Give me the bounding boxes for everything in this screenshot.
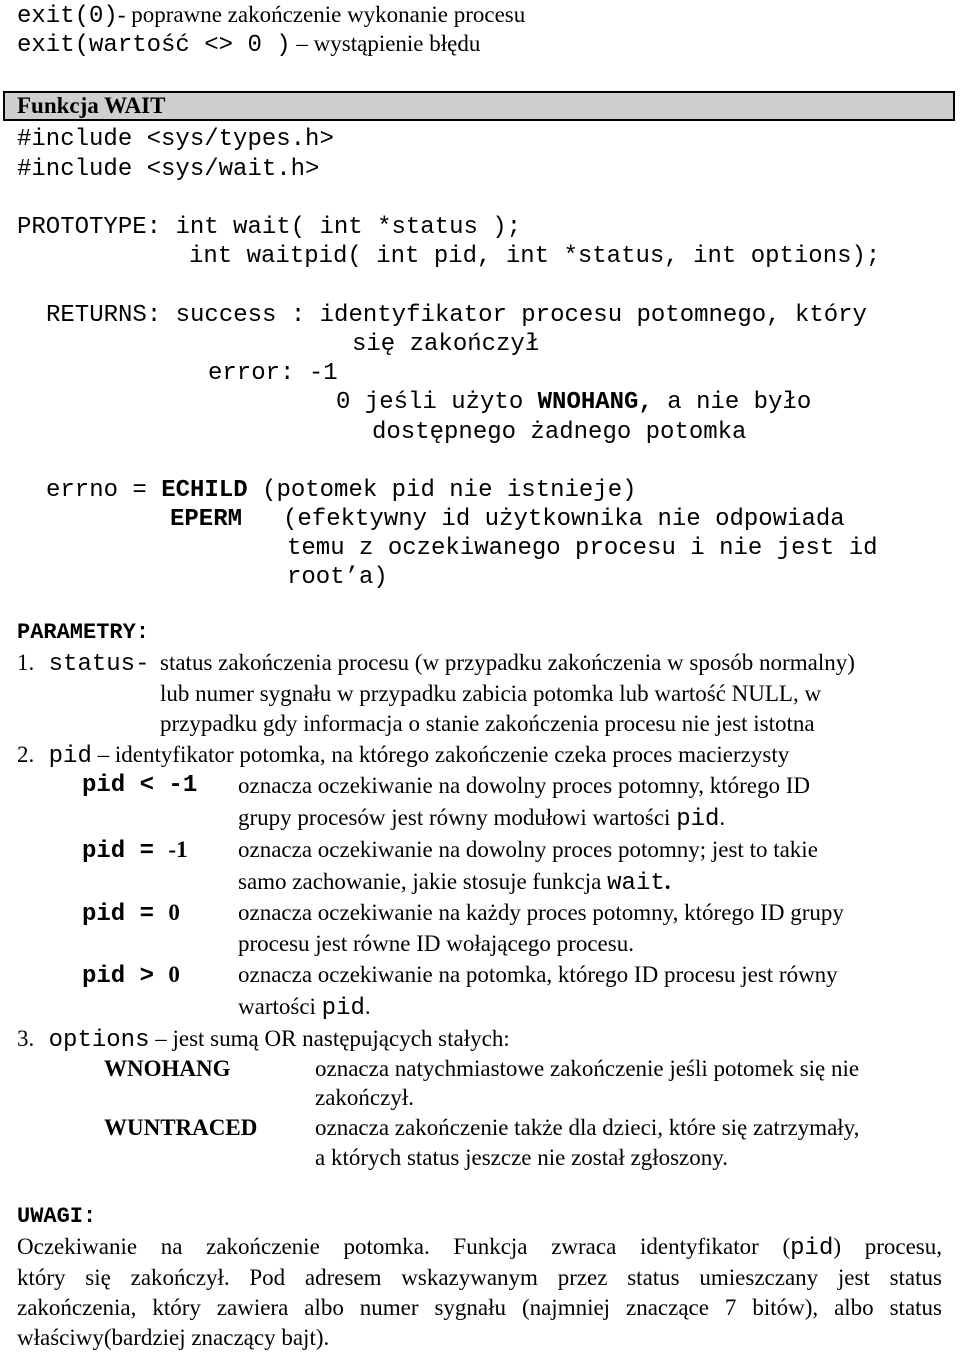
errno-prefix: errno = — [46, 477, 162, 504]
pid-row-3-cond-serif: 0 — [168, 900, 180, 925]
errno-eperm-desc-3: root’a) — [287, 564, 388, 591]
returns-success-cont: się zakończył — [352, 331, 540, 358]
returns-zero-text-2: a nie było — [652, 389, 812, 416]
exit-error-line — [17, 29, 480, 62]
pid-row-2-cond — [82, 835, 188, 868]
pid-row-4-desc-2-text: wartości — [238, 994, 322, 1019]
exit-error-code: exit(wartość <> 0 ) — [17, 32, 291, 59]
pid-row-2-desc-1: oznacza oczekiwanie na dowolny proces potomny; jest to takie — [238, 837, 818, 862]
include-types: #include <sys/types.h> — [17, 126, 334, 153]
pid-row-1-desc-2-text: grupy procesów jest równy modułowi wartości — [238, 805, 677, 830]
pid-row-3-desc-1: oznacza oczekiwanie na każdy proces potomny, którego ID grupy — [238, 900, 844, 925]
option-wuntraced-desc-1: oznacza zakończenie także dla dzieci, które się zatrzymały, — [315, 1115, 860, 1140]
returns-success: success : identyfikator procesu potomnego, który — [175, 302, 867, 329]
uwagi-line-1-b: ) procesu, — [833, 1234, 943, 1259]
uwagi-line-3: zakończenia, który zawiera albo numer sygnału (najmniej znaczące 7 bitów), albo status — [17, 1295, 942, 1320]
param-1-desc-3: przypadku gdy informacja o stanie zakończenia procesu nie jest istotna — [160, 711, 815, 736]
param-2-num: 2. — [17, 742, 35, 767]
option-wnohang-desc-2: zakończył. — [315, 1085, 414, 1110]
pid-row-2-code: wait — [607, 870, 665, 897]
param-3-line — [17, 1024, 510, 1057]
pid-row-2-desc-2 — [238, 867, 671, 899]
uwagi-pid-code: pid — [790, 1235, 834, 1262]
pid-row-3-cond-mono: pid = — [82, 901, 169, 928]
errno-eperm-desc-2: temu z oczekiwanego procesu i nie jest id — [287, 535, 878, 562]
returns-error: error: -1 — [208, 360, 338, 387]
uwagi-line-2: który się zakończył. Pod adresem wskazywanym przez status umieszczany jest status — [17, 1265, 942, 1290]
pid-row-1-cond — [82, 771, 197, 801]
param-1-desc-1: status zakończenia procesu (w przypadku zakończenia w sposób normalny) — [160, 650, 855, 675]
errno-eperm: EPERM — [170, 506, 243, 533]
pid-row-4-end: . — [364, 994, 371, 1019]
uwagi-line-4: właściwy(bardziej znaczący bajt). — [17, 1325, 330, 1350]
returns-zero-line — [336, 388, 811, 418]
option-wuntraced-desc-2: a których status jeszcze nie został zgłoszony. — [315, 1145, 729, 1170]
pid-row-2-cond-mono: pid = — [82, 838, 169, 865]
errno-echild-desc: (potomek pid nie istnieje) — [262, 477, 637, 504]
prototype-wait: int wait( int *status ); — [175, 214, 522, 241]
pid-row-4-code: pid — [321, 995, 365, 1022]
pid-row-1-end: . — [719, 805, 726, 830]
section-title: Funkcja WAIT — [17, 93, 166, 118]
prototype-line-1 — [17, 213, 521, 243]
errno-echild: ECHILD — [161, 477, 248, 504]
pid-row-1-cond-text: pid < -1 — [82, 772, 198, 799]
pid-row-4-cond-serif: 0 — [168, 962, 180, 987]
returns-zero-text: 0 jeśli użyto — [336, 389, 538, 416]
pid-row-2-cond-serif: -1 — [168, 837, 188, 862]
pid-row-1-desc-2 — [238, 803, 725, 835]
option-wuntraced-name: WUNTRACED — [104, 1115, 258, 1140]
pid-row-4-desc-2 — [238, 992, 371, 1024]
pid-row-4-desc-1: oznacza oczekiwanie na potomka, którego ID procesu jest równy — [238, 962, 838, 987]
pid-row-4-cond-mono: pid > — [82, 963, 169, 990]
option-wnohang-name: WNOHANG — [104, 1056, 231, 1081]
uwagi-line-1 — [17, 1232, 942, 1264]
returns-wnohang: WNOHANG, — [537, 389, 653, 416]
pid-row-2-end: . — [664, 869, 671, 894]
param-1-name: status- — [34, 651, 150, 678]
option-wnohang-desc-1: oznacza natychmiastowe zakończenie jeśli potomek się nie — [315, 1056, 860, 1081]
pid-row-2-desc-2-text: samo zachowanie, jakie stosuje funkcja — [238, 869, 608, 894]
pid-row-4-cond — [82, 960, 180, 993]
errno-echild-line — [46, 476, 637, 506]
pid-row-1-code: pid — [676, 806, 720, 833]
param-3-num: 3. — [17, 1026, 35, 1051]
pid-row-3-desc-2: procesu jest równe ID wołającego procesu. — [238, 931, 634, 956]
include-wait: #include <sys/wait.h> — [17, 156, 320, 183]
uwagi-label: UWAGI: — [17, 1204, 97, 1229]
param-1-num: 1. — [17, 650, 35, 675]
param-2-line — [17, 740, 789, 773]
param-1-line — [17, 648, 149, 681]
param-3-desc: – jest sumą OR następujących stałych: — [149, 1026, 510, 1051]
param-2-desc: – identyfikator potomka, na którego zakończenie czeka proces macierzysty — [91, 742, 790, 767]
param-2-name: pid — [34, 743, 92, 770]
prototype-waitpid: int waitpid( int pid, int *status, int options); — [189, 243, 881, 270]
prototype-label: PROTOTYPE: — [17, 214, 162, 241]
exit-ok-desc: - poprawne zakończenie wykonanie procesu — [117, 2, 526, 27]
param-1-desc-2: lub numer sygnału w przypadku zabicia potomka lub wartość NULL, w — [160, 681, 822, 706]
exit-ok-code: exit(0) — [17, 3, 118, 30]
errno-eperm-desc-1: (efektywny id użytkownika nie odpowiada — [283, 506, 845, 533]
pid-row-3-cond — [82, 898, 180, 931]
pid-row-1-desc-1: oznacza oczekiwanie na dowolny proces potomny, którego ID — [238, 773, 811, 798]
parametry-label: PARAMETRY: — [17, 620, 150, 645]
returns-line-1 — [46, 301, 867, 331]
param-3-name: options — [34, 1027, 150, 1054]
uwagi-line-1-a: Oczekiwanie na zakończenie potomka. Funkcja zwraca identyfikator ( — [17, 1234, 791, 1259]
exit-error-desc: – wystąpienie błędu — [290, 31, 481, 56]
returns-label: RETURNS: — [46, 302, 162, 329]
returns-zero-cont: dostępnego żadnego potomka — [372, 419, 747, 446]
